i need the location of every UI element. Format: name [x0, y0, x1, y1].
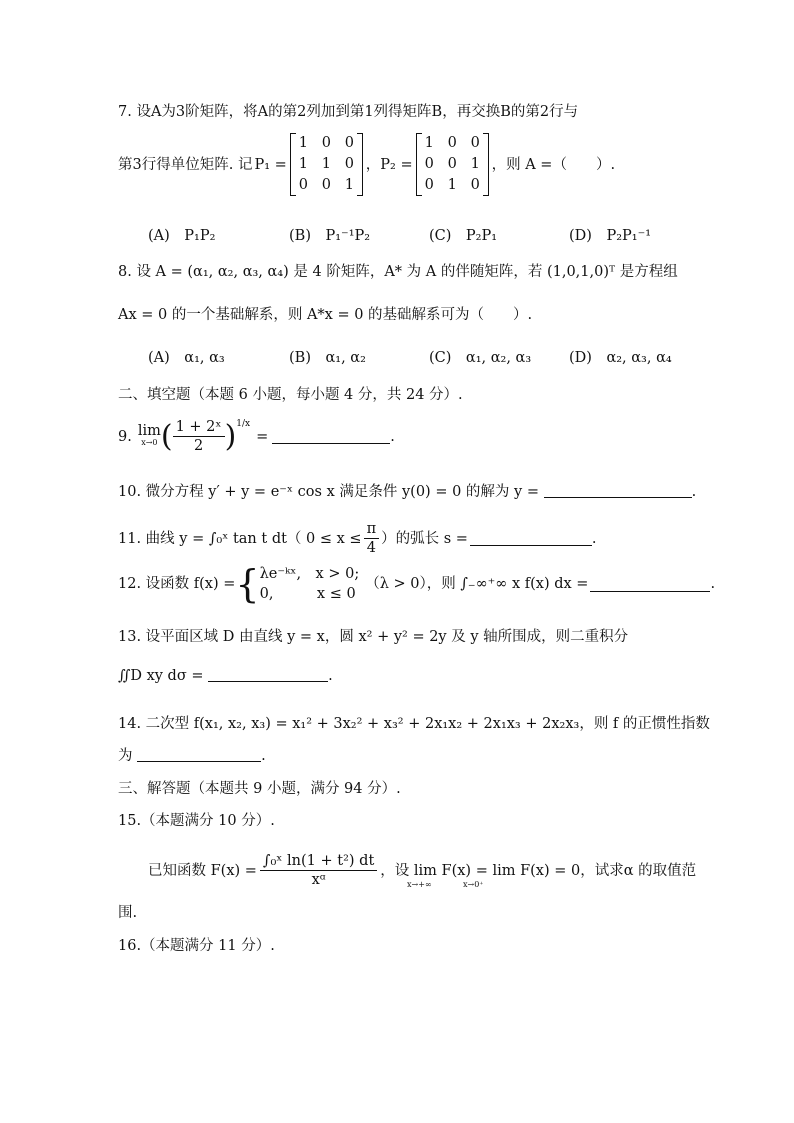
q15-title: 15.（本题满分 10 分）. — [118, 813, 275, 829]
q14-prefix: 为 — [118, 748, 133, 764]
q8-line2: Ax = 0 的一个基础解系，则 A*x = 0 的基础解系可为（ ）. — [118, 307, 533, 323]
q12-mid: （λ > 0），则 ∫₋∞⁺∞ x f(x) dx = — [365, 576, 589, 592]
q15-post: ，设 lim F(x) = lim F(x) = 0，试求α 的取值范 — [380, 862, 697, 879]
matrix-p2-row — [425, 133, 480, 154]
matrix-p1-cell: 1 — [298, 156, 309, 172]
matrix-p1 — [290, 133, 363, 196]
matrix-p2-cell: 0 — [447, 156, 457, 172]
q15-denominator: xᵅ — [311, 872, 326, 888]
q13-line2: ∬D xy dσ = . — [118, 668, 333, 684]
q9-right-paren: ) — [224, 418, 237, 454]
q9-equals: = — [256, 428, 269, 445]
q7-option-a: (A) P₁P₂ — [148, 228, 216, 244]
matrix-p2-cell: 0 — [470, 177, 480, 193]
q7-option-d: (D) P₂P₁⁻¹ — [569, 228, 652, 244]
matrix-p1-cell: 0 — [344, 135, 355, 151]
q14-line2: 为 . — [118, 748, 266, 764]
q7-line2-prefix: 第3行得单位矩阵. 记 — [118, 156, 253, 173]
q7-p2-label: ，P₂ = — [365, 156, 413, 173]
q15-lim2-sub: x→0⁺ — [463, 880, 484, 889]
q11-pre: 11. 曲线 y = ∫₀ˣ tan t dt（ 0 ≤ x ≤ — [118, 530, 362, 547]
q13-integral: ∬D xy dσ = — [118, 668, 204, 684]
q7-option-c: (C) P₂P₁ — [429, 228, 498, 244]
q14-line1: 14. 二次型 f(x₁, x₂, x₃) = x₁² + 3x₂² + x₃² + 2x₁x₂ + 2x₁x₃ + 2x₂x₃，则 f 的正惯性指数 — [118, 716, 710, 732]
matrix-p2-cell: 0 — [470, 135, 480, 151]
q7-p1-label: P₁ = — [254, 156, 287, 173]
matrix-p1-cell: 0 — [298, 177, 309, 193]
q8-option-a: (A) α₁, α₃ — [148, 350, 225, 366]
q12-line: 12. 设函数 f(x) = { λe⁻ᵏˣ, x > 0; 0, x ≤ 0 （λ > 0），则 ∫₋∞⁺∞ x f(x) dx = . — [118, 562, 716, 606]
q9-left-paren: ( — [160, 418, 173, 454]
q10-line: 10. 微分方程 y′ + y = e⁻ˣ cos x 满足条件 y(0) = 0 的解为 y = . — [118, 484, 697, 500]
matrix-p1-cell: 0 — [321, 177, 332, 193]
matrix-p1-row — [299, 154, 354, 175]
matrix-p1-row — [299, 133, 354, 154]
q11-four: 4 — [366, 540, 376, 556]
q12-case2: 0, x ≤ 0 — [259, 586, 356, 602]
q9-lim-sub: x→0 — [141, 437, 158, 447]
q8-option-c: (C) α₁, α₂, α₃ — [429, 350, 532, 366]
q12-pre: 12. 设函数 f(x) = — [118, 576, 236, 592]
matrix-p2-cell: 0 — [447, 135, 457, 151]
section3-heading: 三、解答题（本题共 9 小题，满分 94 分）. — [118, 781, 401, 797]
matrix-p2-row — [425, 154, 480, 175]
q15-fraction — [260, 852, 377, 889]
q9-line: 9. lim x→0 ( $\frac{\text{1 + 2ˣ}}{2}$ ) 1/x = . — [118, 418, 395, 455]
q9-exponent: 1/x — [236, 419, 251, 429]
q15-pre: 已知函数 F(x) = — [148, 862, 257, 879]
q10-text: 10. 微分方程 y′ + y = e⁻ˣ cos x 满足条件 y(0) = 0 的解为 y = — [118, 484, 539, 500]
q10-answer-blank[interactable] — [544, 483, 692, 498]
q9-denominator: 2 — [193, 438, 204, 454]
matrix-p1-cell: 1 — [321, 156, 332, 172]
matrix-p1-cell: 0 — [321, 135, 332, 151]
q11-line: 11. 曲线 y = ∫₀ˣ tan t dt（ 0 ≤ x ≤ $\frac{\pi}{4}$ ）的弧长 s = . — [118, 521, 597, 556]
q7-line1: 7. 设A为3阶矩阵，将A的第2列加到第1列得矩阵B，再交换B的第2行与 — [118, 104, 579, 120]
q13-answer-blank[interactable] — [208, 667, 328, 682]
matrix-p2-cell: 0 — [424, 156, 434, 172]
q12-answer-blank[interactable] — [590, 577, 710, 592]
matrix-p2-cell: 1 — [424, 135, 434, 151]
q8-line1: 8. 设 A = (α₁, α₂, α₃, α₄) 是 4 阶矩阵，A* 为 A 的伴随矩阵，若 (1,0,1,0)ᵀ 是方程组 — [118, 264, 678, 280]
q8-option-b: (B) α₁, α₂ — [289, 350, 366, 366]
q11-pi: π — [364, 520, 380, 539]
q7-line2-suffix: ，则 A =（ ）. — [491, 156, 616, 173]
q7-line2 — [118, 133, 615, 196]
q12-case1: λe⁻ᵏˣ, x > 0; — [259, 566, 360, 582]
matrix-p2-row — [425, 175, 480, 196]
q15-numerator: ∫₀ˣ ln(1 + t²) dt — [260, 852, 377, 871]
q8-option-d: (D) α₂, α₃, α₄ — [569, 350, 672, 366]
q9-label: 9. — [118, 428, 132, 445]
q14-answer-blank[interactable] — [137, 747, 261, 762]
q16-title: 16.（本题满分 11 分）. — [118, 938, 275, 954]
matrix-p2 — [416, 133, 489, 196]
matrix-p2-cell: 0 — [424, 177, 434, 193]
q11-answer-blank[interactable] — [470, 531, 592, 546]
matrix-p1-cell: 0 — [344, 156, 355, 172]
q9-fraction — [173, 418, 225, 455]
q9-limit — [137, 422, 161, 449]
q9-lim-word: lim — [137, 422, 161, 439]
matrix-p2-cell: 1 — [447, 177, 457, 193]
matrix-p1-row — [299, 175, 354, 196]
q11-fraction — [364, 520, 380, 557]
q15-line2: 围. — [118, 905, 138, 921]
q15-lim1-sub: x→+∞ — [407, 880, 432, 889]
matrix-p1-cell: 1 — [344, 177, 355, 193]
q9-numerator: 1 + 2ˣ — [173, 418, 225, 437]
q7-option-b: (B) P₁⁻¹P₂ — [289, 228, 371, 244]
section2-heading: 二、填空题（本题 6 小题，每小题 4 分，共 24 分）. — [118, 387, 463, 403]
q12-brace: { — [235, 562, 260, 606]
q13-line1: 13. 设平面区域 D 由直线 y = x，圆 x² + y² = 2y 及 y 轴所围成，则二重积分 — [118, 629, 629, 645]
matrix-p2-cell: 1 — [470, 156, 480, 172]
matrix-p1-cell: 1 — [298, 135, 309, 151]
q11-post: ）的弧长 s = — [381, 530, 468, 547]
q12-cases — [260, 564, 360, 604]
q9-answer-blank[interactable] — [272, 429, 390, 444]
